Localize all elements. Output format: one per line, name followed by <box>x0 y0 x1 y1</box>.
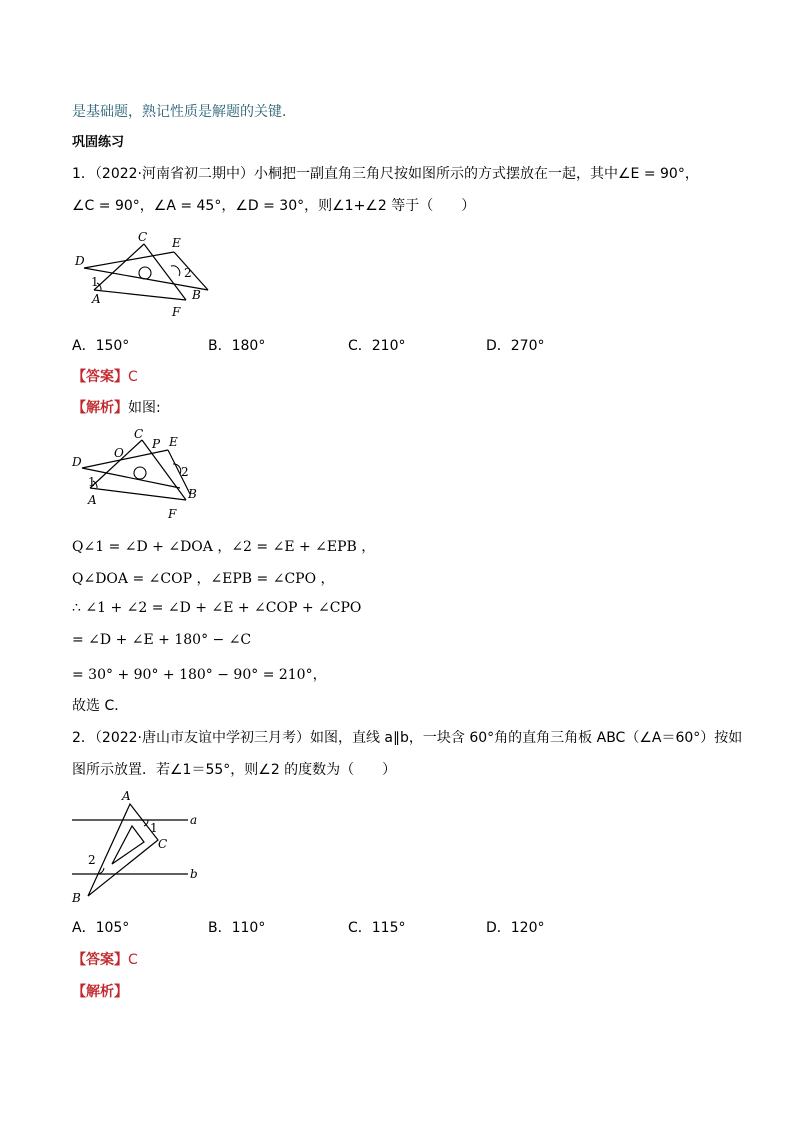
q2-figure <box>68 786 213 908</box>
q1-answer-line <box>72 367 138 387</box>
q1-conclusion: 故选 C． <box>72 698 129 714</box>
q1-analysis-line <box>72 398 161 418</box>
q1-option-d: D．270° <box>486 338 545 354</box>
q2-fig-label-b: B <box>72 891 81 905</box>
q2-fig-label-line-a: a <box>190 813 198 827</box>
q1-fig-label-d: D <box>75 254 85 268</box>
q2-analysis-line <box>72 982 128 1002</box>
q1-fig-label-b: B <box>192 288 201 302</box>
q1-step-4: = ∠D + ∠E + 180° − ∠C <box>72 632 252 648</box>
q1-fig-label-c: C <box>138 230 148 244</box>
q2-stem-line1: 2．（2022·唐山市友谊中学初三月考）如图，直线 a∥b，一块含 60°角的直角三角板 ABC（∠A＝60°）按如 <box>72 730 743 746</box>
q1-fig-label-2: 2 <box>184 266 192 280</box>
q1-fig2-label-a: A <box>88 493 97 507</box>
q2-analysis-tag: 【解析】 <box>72 984 128 1000</box>
q1-fig2-label-d: D <box>72 455 82 469</box>
q1-fig-label-1: 1 <box>91 275 99 289</box>
q1-step-2: Q∠DOA = ∠COP ，∠EPB = ∠CPO ， <box>72 571 335 587</box>
q1-stem-line1: 1．（2022·河南省初二期中）小桐把一副直角三角尺按如图所示的方式摆放在一起，其中∠E = 90°， <box>72 166 699 182</box>
q1-fig2-label-f: F <box>168 507 177 521</box>
section-title: 巩固练习 <box>72 135 125 150</box>
q1-analysis-intro: 如图: <box>128 400 161 416</box>
q2-fig-label-2: 2 <box>88 853 96 867</box>
q1-analysis-tag: 【解析】 <box>72 400 128 416</box>
q1-answer-value: C <box>128 369 138 385</box>
q2-fig-label-a: A <box>122 789 131 803</box>
q1-fig-label-a: A <box>92 292 101 306</box>
q1-fig2-label-e: E <box>169 435 178 449</box>
q1-fig2-label-o: O <box>114 446 124 460</box>
q2-fig-label-line-b: b <box>190 867 198 881</box>
q1-fig-label-e: E <box>172 236 181 250</box>
q2-option-d: D．120° <box>486 920 545 936</box>
q2-answer-tag: 【答案】 <box>72 952 128 968</box>
q1-fig2-label-2: 2 <box>181 465 189 479</box>
q1-answer-tag: 【答案】 <box>72 369 128 385</box>
q1-step-5: = 30° + 90° + 180° − 90° = 210°， <box>72 667 327 683</box>
q1-step-3: ∴ ∠1 + ∠2 = ∠D + ∠E + ∠COP + ∠CPO <box>72 600 362 616</box>
q1-fig2-label-c: C <box>134 427 144 441</box>
q2-option-c: C．115° <box>348 920 406 936</box>
q1-option-b: B．180° <box>208 338 266 354</box>
q1-fig2-label-b: B <box>188 487 197 501</box>
q1-step-1: Q∠1 = ∠D + ∠DOA ，∠2 = ∠E + ∠EPB ， <box>72 539 376 555</box>
intro-line: 是基础题，熟记性质是解题的关键． <box>72 104 296 120</box>
q2-answer-value: C <box>128 952 138 968</box>
q2-fig-label-1: 1 <box>150 821 158 835</box>
q2-option-b: B．110° <box>208 920 266 936</box>
q1-analysis-figure <box>68 426 218 522</box>
q2-stem-line2: 图所示放置．若∠1＝55°，则∠2 的度数为（ ） <box>72 762 397 778</box>
q1-option-a: A．150° <box>72 338 130 354</box>
q1-fig-label-f: F <box>172 305 181 319</box>
q1-stem-line2: ∠C = 90°，∠A = 45°，∠D = 30°，则∠1+∠2 等于（ ） <box>72 198 476 214</box>
q1-fig2-label-p: P <box>152 437 161 451</box>
q1-option-c: C．210° <box>348 338 406 354</box>
q2-option-a: A．105° <box>72 920 130 936</box>
q2-answer-line <box>72 950 138 970</box>
q2-fig-label-c: C <box>158 837 168 851</box>
q1-figure <box>68 228 218 320</box>
q1-fig2-label-1: 1 <box>88 475 96 489</box>
